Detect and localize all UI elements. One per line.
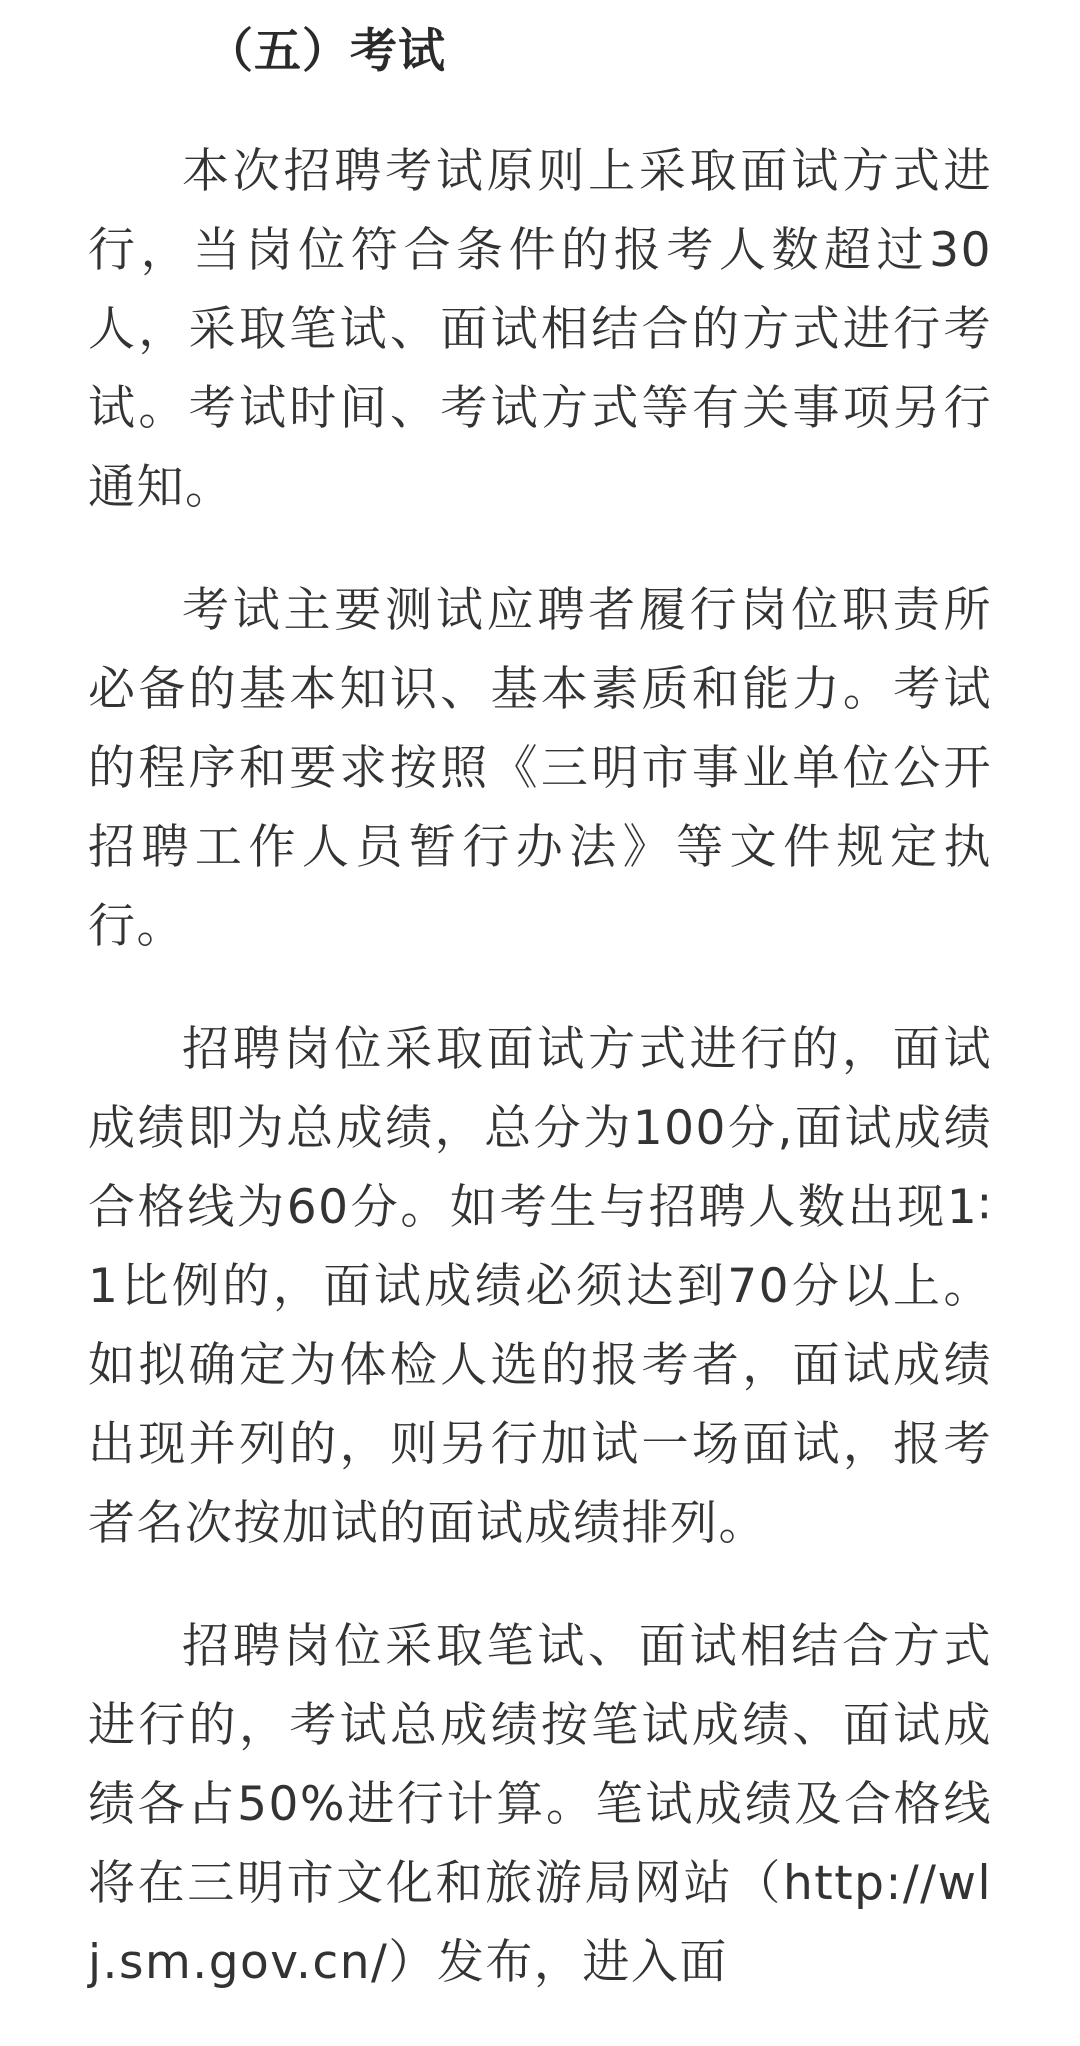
paragraph-interview-scoring: 招聘岗位采取面试方式进行的，面试成绩即为总成绩，总分为100分,面试成绩合格线为60分。如考生与招聘人数出现1∶1比例的，面试成绩必须达到70分以上。如拟确定为体检人选的报考者，面试成绩出现并列的，则另行加试一场面试，报考者名次按加试的面试成绩排列。 — [88, 1022, 992, 1551]
paragraph-exam-content: 考试主要测试应聘者履行岗位职责所必备的基本知识、基本素质和能力。考试的程序和要求按照《三明市事业单位公开招聘工作人员暂行办法》等文件规定执行。 — [88, 583, 992, 954]
section-heading: （五）考试 — [206, 24, 446, 79]
paragraph-combined-scoring: 招聘岗位采取笔试、面试相结合方式进行的，考试总成绩按笔试成绩、面试成绩各占50%进行计算。笔试成绩及合格线将在三明市文化和旅游局网站（http://wlj.sm.gov.cn/）发布，进入面 — [88, 1619, 992, 1990]
article-body — [88, 20, 992, 2046]
paragraph-exam-method: 本次招聘考试原则上采取面试方式进行，当岗位符合条件的报考人数超过30人，采取笔试、面试相结合的方式进行考试。考试时间、考试方式等有关事项另行通知。 — [88, 144, 992, 515]
